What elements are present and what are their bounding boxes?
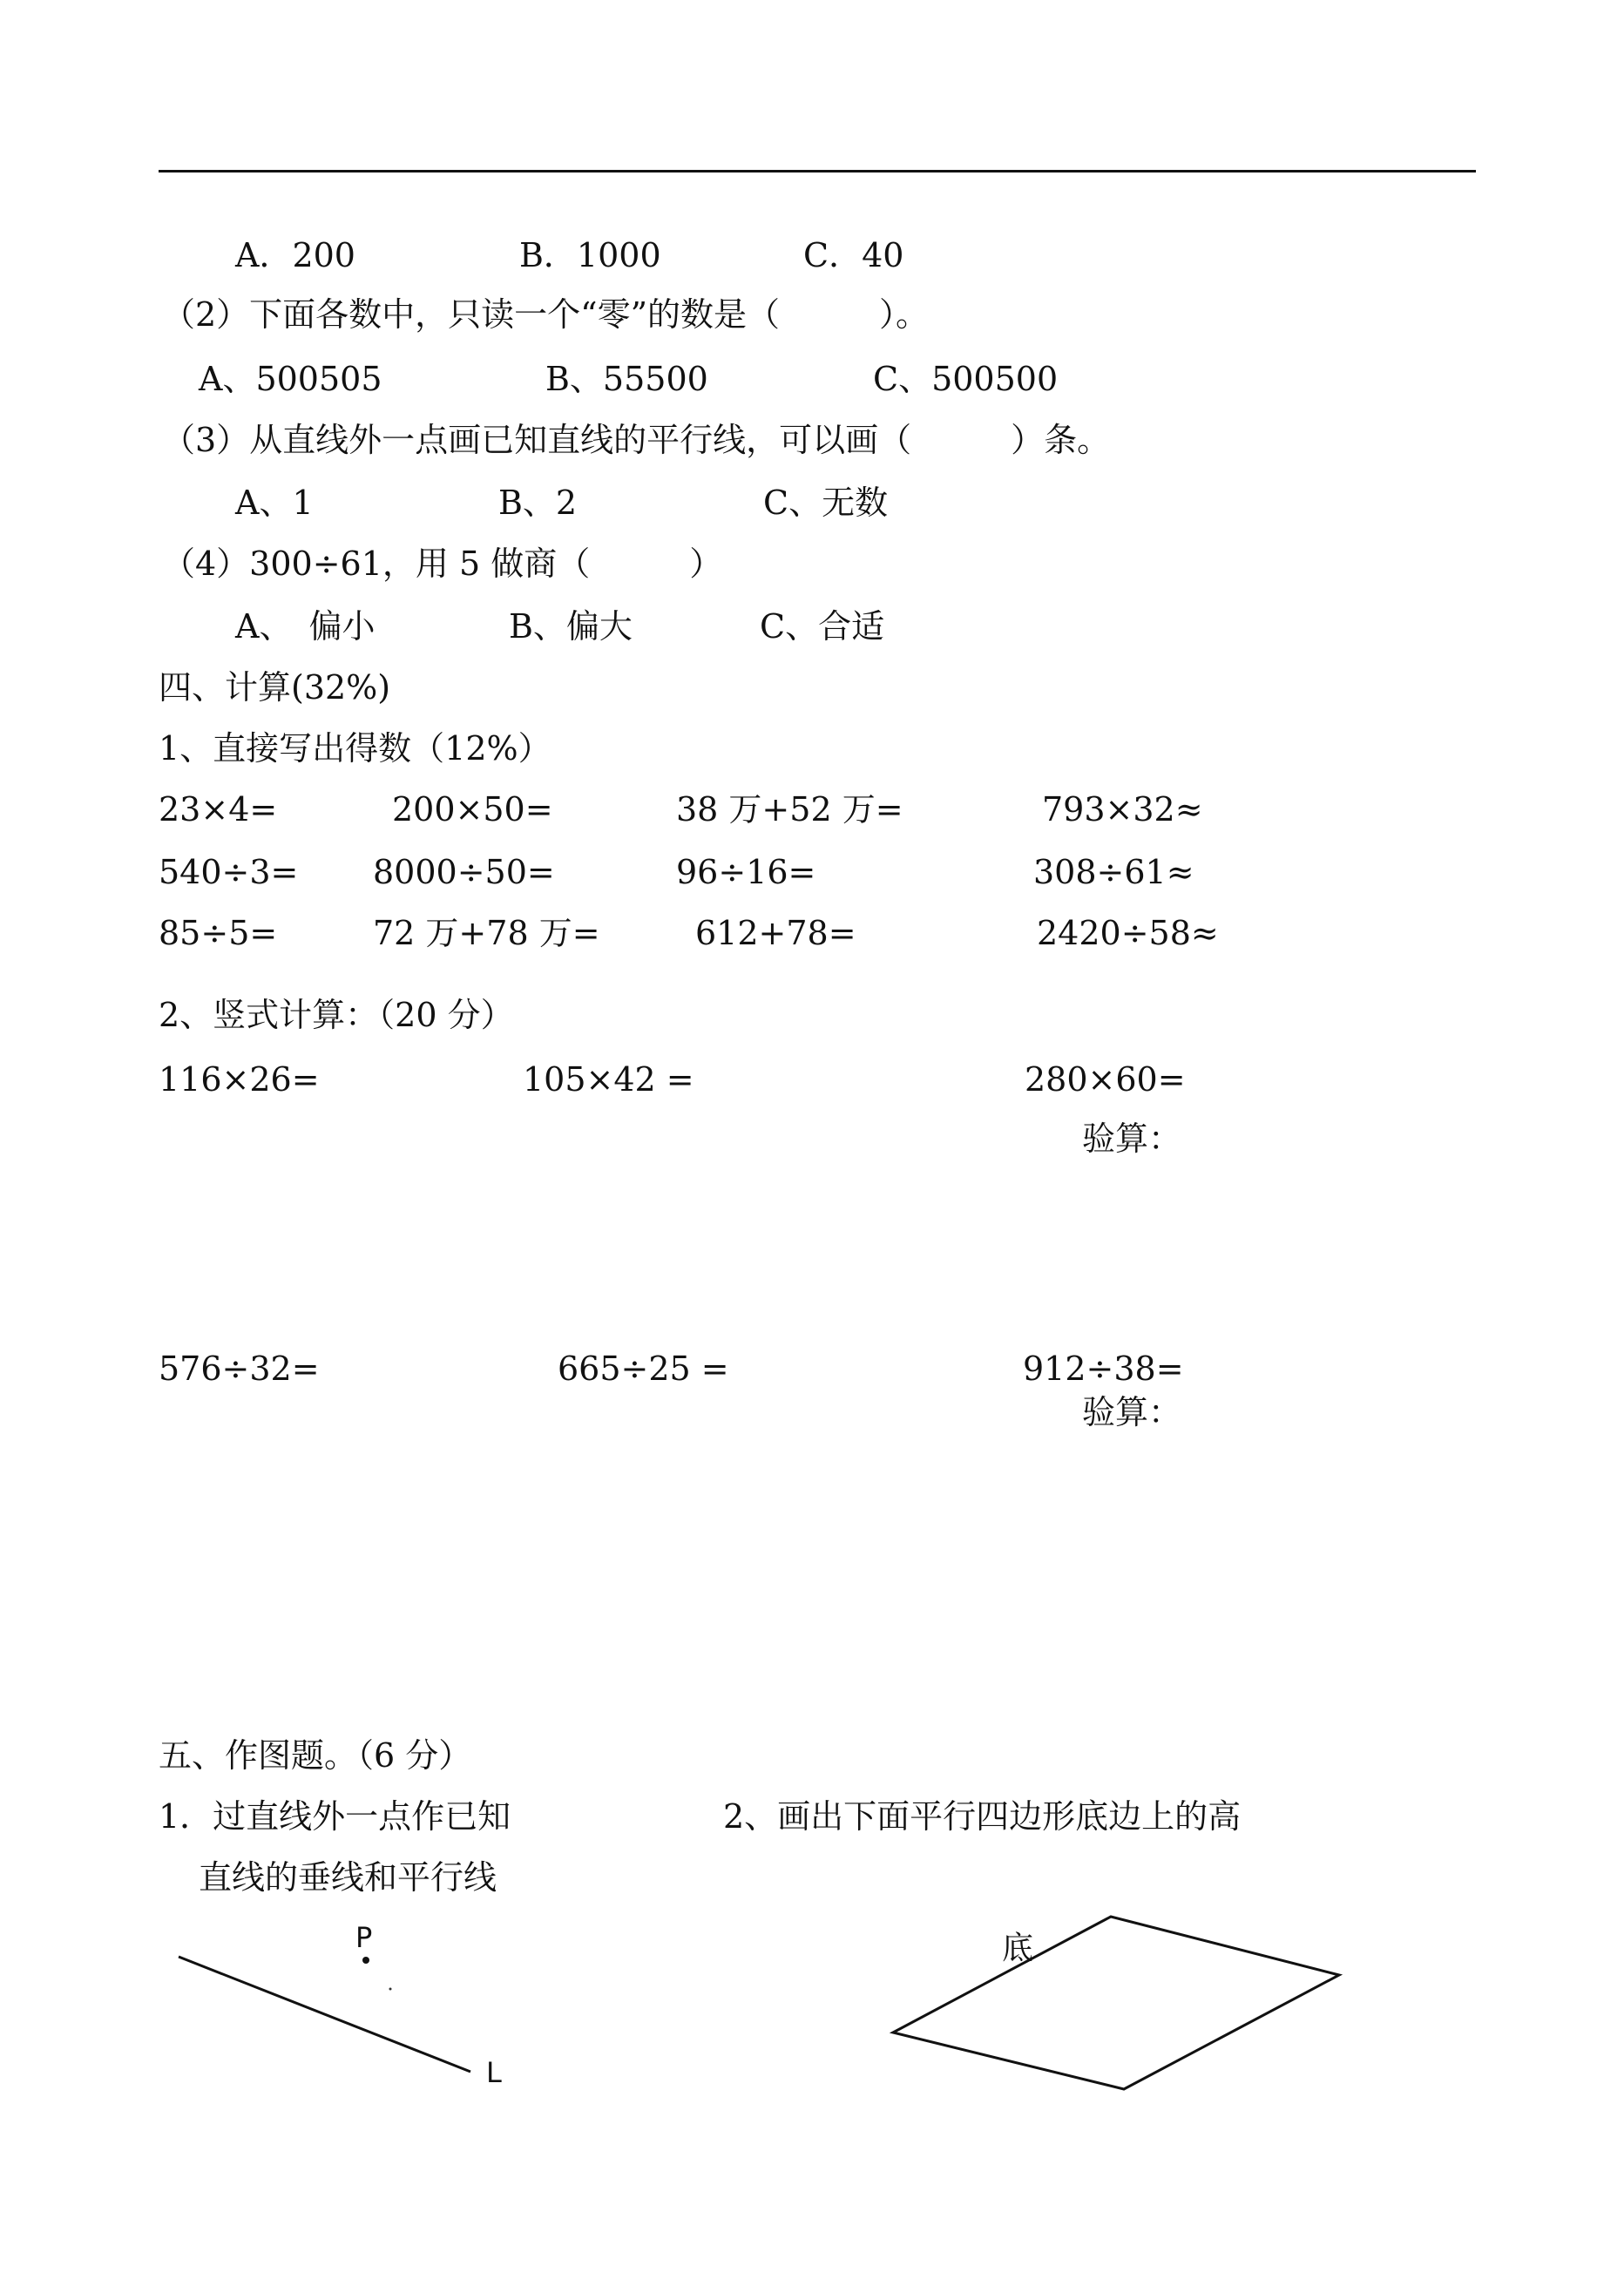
- written-calc-item: 280×60=: [1025, 1060, 1186, 1099]
- check-label: 验算：: [1082, 1119, 1182, 1158]
- point-p-dot: [362, 1957, 369, 1964]
- mental-calc-item: 38 万+52 万=: [676, 790, 903, 829]
- mental-calc-item: 8000÷50=: [373, 853, 555, 891]
- q4-stem: （4）300÷61，用 5 做商（ ）: [162, 545, 723, 583]
- written-calc-item: 576÷32=: [159, 1349, 320, 1388]
- mental-calc-item: 23×4=: [159, 790, 278, 829]
- q4-option-c: C、合适: [760, 607, 885, 646]
- section5-item1-line1: 1．过直线外一点作已知: [159, 1797, 511, 1836]
- written-calc-item: 116×26=: [159, 1060, 320, 1099]
- q1-option-c: C．40: [803, 236, 904, 274]
- mental-calc-item: 72 万+78 万=: [373, 914, 600, 952]
- section5-item2: 2、画出下面平行四边形底边上的高: [723, 1797, 1242, 1836]
- mental-calc-item: 540÷3=: [159, 853, 299, 891]
- section4-title: 四、计算(32%): [159, 668, 391, 707]
- mental-calc-item: 85÷5=: [159, 914, 278, 952]
- point-p-label: P: [355, 1921, 373, 1954]
- q4-option-b: B、偏大: [509, 607, 633, 646]
- base-label: 底: [1002, 1931, 1034, 1966]
- mental-calc-item: 793×32≈: [1042, 790, 1203, 829]
- written-calc-item: 665÷25 =: [558, 1349, 729, 1388]
- line-l: [179, 1957, 470, 2072]
- q2-stem: （2）下面各数中，只读一个“零”的数是（ ）。: [162, 295, 930, 334]
- line-l-label: L: [486, 2056, 502, 2089]
- mental-calc-item: 308÷61≈: [1033, 853, 1194, 891]
- q3-option-a: A、1: [235, 484, 314, 522]
- stray-dot: [389, 1988, 392, 1991]
- parallelogram: [893, 1917, 1339, 2089]
- q3-option-b: B、2: [498, 484, 578, 522]
- q2-option-a: A、500505: [199, 360, 382, 398]
- q1-option-b: B．1000: [519, 236, 661, 274]
- q1-option-a: A．200: [235, 236, 355, 274]
- written-calc-item: 105×42 =: [523, 1060, 694, 1099]
- q2-option-b: B、55500: [545, 360, 708, 398]
- q3-option-c: C、无数: [763, 484, 889, 522]
- section5-item1-line2: 直线的垂线和平行线: [199, 1858, 497, 1897]
- q4-option-a: A、 偏小: [235, 607, 376, 646]
- check-label: 验算：: [1082, 1393, 1182, 1431]
- mental-calc-item: 2420÷58≈: [1037, 914, 1219, 952]
- mental-calc-item: 96÷16=: [676, 853, 816, 891]
- section4-part2-title: 2、竖式计算：（20 分）: [159, 996, 514, 1034]
- q3-stem: （3）从直线外一点画已知直线的平行线，可以画（ ）条。: [162, 421, 1111, 459]
- mental-calc-item: 612+78=: [695, 914, 856, 952]
- written-calc-item: 912÷38=: [1023, 1349, 1184, 1388]
- mental-calc-item: 200×50=: [392, 790, 553, 829]
- q2-option-c: C、500500: [873, 360, 1059, 398]
- section4-part1-title: 1、直接写出得数（12%）: [159, 729, 551, 768]
- section5-title: 五、作图题。（6 分）: [159, 1736, 472, 1775]
